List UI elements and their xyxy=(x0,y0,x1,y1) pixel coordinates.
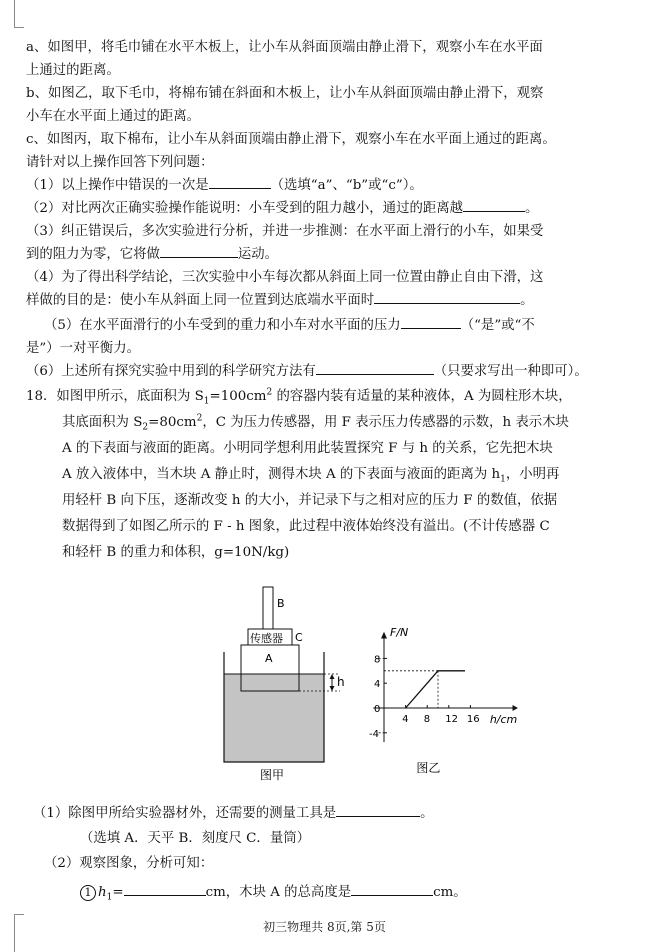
figure-yi-chart xyxy=(362,590,522,780)
sub-question-1: （1）除图甲所给实验器材外，还需要的测量工具是 。 xyxy=(33,806,434,821)
h-arrow-down xyxy=(330,686,335,691)
problem-18-line-1: 18．如图甲所示，底面积为 $S_1=100cm^2$ 的容器内装有适量的某种液体，A 为圆柱形木块， xyxy=(26,387,572,407)
answer-blank-h1[interactable] xyxy=(124,883,206,896)
y-axis-arrow xyxy=(381,632,387,639)
label-b: B xyxy=(277,597,285,610)
question-4-cont: 样做的目的是：使小车从斜面上同一位置到达底端水平面时 。 xyxy=(26,293,534,308)
caption-jia: 图甲 xyxy=(260,768,285,782)
answer-blank-1[interactable] xyxy=(209,176,271,189)
sub-question-2-item-1: 1 $h_1=$ cm，木块 A 的总高度是 cm。 xyxy=(80,881,467,903)
x-tick-label: 4 xyxy=(402,714,409,725)
question-2: （2）对比两次正确实验操作能说明：小车受到的阻力越小，通过的距离越 。 xyxy=(26,201,539,216)
label-sensor: 传感器 xyxy=(250,632,283,645)
problem-18-line-6: 数据得到了如图乙所示的 F - h 图象，此过程中液体始终没有溢出。(不计传感器 C xyxy=(62,519,550,534)
text-line-b: b、如图乙，取下毛巾，将棉布铺在斜面和木板上，让小车从斜面顶端由静止滑下，观察 xyxy=(26,86,544,101)
answer-blank-tool[interactable] xyxy=(336,804,420,817)
text-line-b-cont: 小车在水平面上通过的距离。 xyxy=(26,109,201,124)
crop-mark-top-vertical xyxy=(14,0,15,28)
text-line-a: a、如图甲，将毛巾铺在水平木板上，让小车从斜面顶端由静止滑下，观察小车在水平面 xyxy=(26,40,543,55)
crop-mark-top-horizontal xyxy=(14,27,24,28)
y-tick-label: 8 xyxy=(374,654,381,666)
answer-blank-5[interactable] xyxy=(401,316,461,329)
question-5-cont: 是”）一对平衡力。 xyxy=(26,341,140,356)
caption-yi: 图乙 xyxy=(416,761,441,775)
crop-mark-bottom-horizontal xyxy=(14,914,24,915)
question-3: （3）纠正错误后，多次实验进行分析，并进一步推测：在水平面上滑行的小车，如果受 xyxy=(26,224,544,239)
answer-blank-3[interactable] xyxy=(160,245,238,258)
problem-18-line-5: 用轻杆 B 向下压，逐渐改变 h 的大小，并记录下与之相对应的压力 F 的数值，依据 xyxy=(62,493,558,508)
sub-question-2: （2）观察图象，分析可知： xyxy=(44,856,214,871)
figure-jia xyxy=(210,582,360,782)
series-line xyxy=(406,671,465,708)
answer-blank-4[interactable] xyxy=(374,291,520,304)
y-tick-label: 4 xyxy=(374,679,381,691)
question-5: （5）在水平面滑行的小车受到的重力和小车对水平面的压力 （“是”或“不 xyxy=(44,318,535,333)
problem-18-line-3: A 的下表面与液面的距离。小明同学想利用此装置探究 F 与 h 的关系，它先把木块 xyxy=(62,441,553,456)
problem-18-line-7: 和轻杆 B 的重力和体积，g=10N/kg) xyxy=(62,545,290,560)
label-c: C xyxy=(295,631,303,644)
text-instruction: 请针对以上操作回答下列问题： xyxy=(26,155,214,170)
y-tick-label: -4 xyxy=(369,728,379,740)
x-tick-label: 16 xyxy=(466,714,480,725)
liquid xyxy=(224,674,324,762)
label-h: h xyxy=(337,675,345,689)
answer-blank-2[interactable] xyxy=(463,199,525,212)
rod-b xyxy=(263,587,273,629)
y-axis-label: F/N xyxy=(390,626,409,640)
label-a: A xyxy=(265,652,273,665)
answer-blank-height[interactable] xyxy=(351,883,433,896)
x-axis-label: h/cm xyxy=(489,713,518,726)
problem-18-line-4: A 放入液体中，当木块 A 静止时，测得木块 A 的下表面与液面的距离为 $h_1$，小明再 xyxy=(62,467,560,485)
page-footer: 初三物理共 8页,第 5页 xyxy=(263,920,386,934)
x-tick-label: 8 xyxy=(423,714,431,725)
question-6: （6）上述所有探究实验中用到的科学研究方法有 （只要求写出一种即可）。 xyxy=(26,364,588,379)
answer-blank-6[interactable] xyxy=(316,362,434,375)
x-axis-arrow xyxy=(513,705,518,711)
text-line-a-cont: 上通过的距离。 xyxy=(26,63,120,78)
h-arrow-up xyxy=(330,674,335,679)
problem-18-line-2: 其底面积为 $S_2=80cm^2$，C 为压力传感器，用 F 表示压力传感器的示数，h 表示木块 xyxy=(62,413,569,433)
text-line-c: c、如图丙，取下棉布，让小车从斜面顶端由静止滑下，观察小车在水平面上通过的距离。 xyxy=(26,132,556,147)
x-tick-label: 12 xyxy=(445,714,459,725)
sub-question-1-options: （选填 A．天平 B．刻度尺 C．量筒） xyxy=(80,831,310,846)
question-3-cont: 到的阻力为零，它将做 运动。 xyxy=(26,247,279,262)
question-1: （1）以上操作中错误的一次是 （选填“a”、“b”或“c”）。 xyxy=(26,178,423,193)
circled-number: 1 xyxy=(80,885,96,901)
question-4: （4）为了得出科学结论，三次实验中小车每次都从斜面上同一位置由静止自由下滑，这 xyxy=(26,270,544,285)
origin-label: 0 xyxy=(374,704,381,715)
